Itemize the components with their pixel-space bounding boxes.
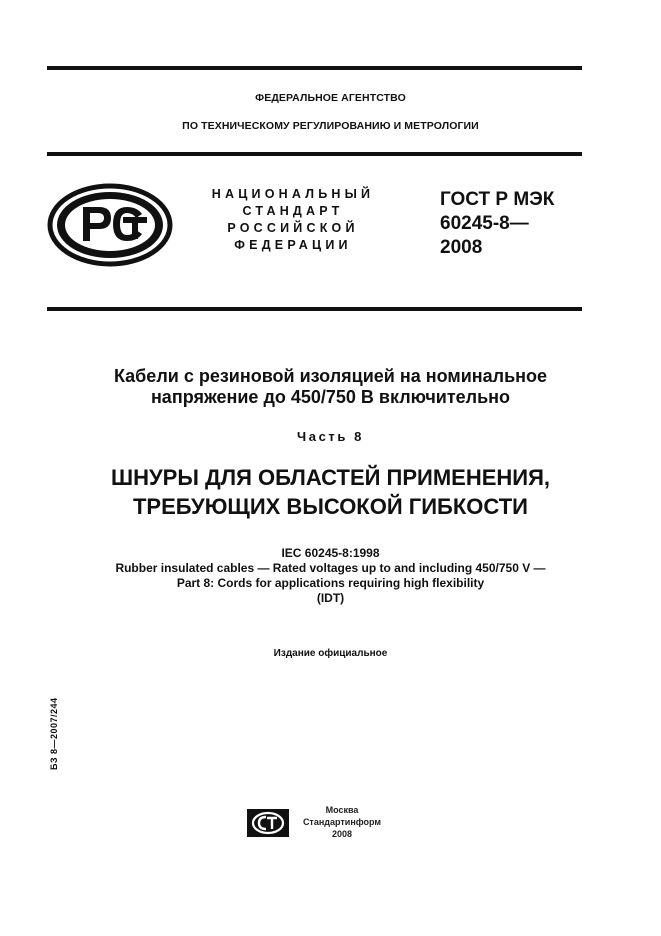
subtitle-line-2: ТРЕБУЮЩИХ ВЫСОКОЙ ГИБКОСТИ [132, 494, 528, 519]
part-subtitle [0, 463, 661, 521]
iec-number: IEC 60245-8:1998 [281, 546, 380, 560]
national-standard-line-2: СТАНДАРТ [242, 204, 344, 218]
designation-line-3: 2008 [440, 237, 483, 258]
part-label: Часть 8 [297, 429, 364, 444]
document-title [0, 366, 661, 408]
national-standard-line-4: ФЕДЕРАЦИИ [234, 238, 352, 252]
side-catalog-number: БЗ 8—2007/244 [49, 697, 59, 770]
national-standard-line-3: РОССИЙСКОЙ [227, 221, 359, 235]
iec-identity: (IDT) [316, 591, 345, 605]
subtitle-line-1: ШНУРЫ ДЛЯ ОБЛАСТЕЙ ПРИМЕНЕНИЯ, [110, 465, 551, 490]
agency-line-2: ПО ТЕХНИЧЕСКОМУ РЕГУЛИРОВАНИЮ И МЕТРОЛОГИИ [182, 120, 479, 132]
designation-line-2: 60245-8— [440, 213, 529, 234]
national-standard-label [198, 186, 388, 254]
publisher-name: Стандартинформ [302, 817, 382, 827]
iec-title-line-2: Part 8: Cords for applications requiring high flexibility [176, 576, 485, 590]
publisher-year: 2008 [331, 829, 353, 839]
iec-reference [0, 546, 661, 606]
publisher-info [302, 804, 382, 840]
edition-label: Издание официальное [273, 648, 388, 659]
standard-designation [440, 188, 554, 260]
title-line-1: Кабели с резиновой изоляцией на номинальное [113, 366, 548, 386]
standartinform-logo-icon [246, 808, 290, 838]
designation-line-1: ГОСТ Р МЭК [440, 189, 555, 210]
header-rule [47, 152, 582, 156]
iec-title-line-1: Rubber insulated cables — Rated voltages up to and including 450/750 V — [115, 561, 546, 575]
national-standard-line-1: НАЦИОНАЛЬНЫЙ [211, 187, 375, 201]
gost-r-certification-logo-icon [47, 183, 173, 267]
top-rule [47, 66, 582, 70]
agency-line-1: ФЕДЕРАЛЬНОЕ АГЕНТСТВО [255, 92, 406, 104]
title-line-2: напряжение до 450/750 В включительно [150, 387, 511, 407]
section-rule [47, 307, 582, 311]
publisher-city: Москва [325, 805, 359, 815]
